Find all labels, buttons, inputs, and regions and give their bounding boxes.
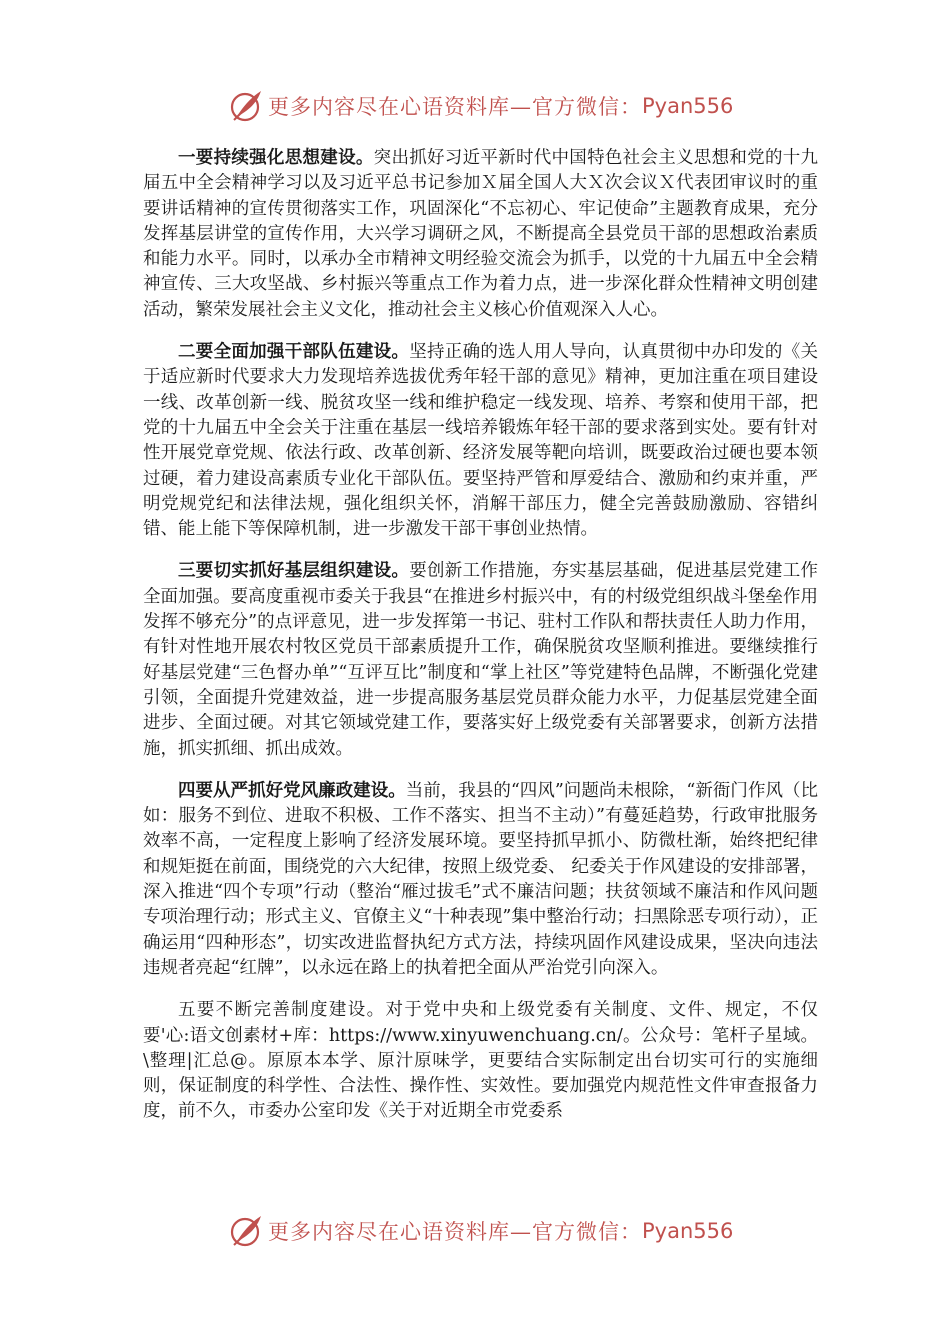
paragraph-heading: 三要切实抓好基层组织建设。 bbox=[178, 561, 410, 582]
watermark-text: 更多内容尽在心语资料库—官方微信： bbox=[268, 95, 642, 119]
paragraph-3 bbox=[143, 559, 818, 761]
watermark-wechat-id: Pyan556 bbox=[642, 1219, 734, 1243]
paragraph-text: 五要不断完善制度建设。对于党中央和上级党委有关制度、文件、规定，不仅要'心:语文创素材+库：https://www.xinyuwenchuang.cn/。公众号：笔杆子星域。\整理|汇总@。原原本本学、原汁原味学，更要结合实际制定出台切实可行的实施细则，保证制度的科学性、合法性、操作性、实效性。要加强党内规范性文件审查报备力度，前不久，市委办公室印发《关于对近期全市党委系 bbox=[143, 1000, 818, 1122]
paragraph-text: 突出抓好习近平新时代中国特色社会主义思想和党的十九届五中全会精神学习以及习近平总书记参加Ｘ届全国人大Ｘ次会议Ｘ代表团审议时的重要讲话精神的宣传贯彻落实工作，巩固深化“不忘初心、牢记使命”主题教育成果，充分发挥基层讲堂的宣传作用，大兴学习调研之风，不断提高全县党员干部的思想政治素质和能力水平。同时，以承办全市精神文明经验交流会为抓手，以党的十九届五中全会精神宣传、三大攻坚战、乡村振兴等重点工作为着力点，进一步深化群众性精神文明创建活动，繁荣发展社会主义文化，推动社会主义核心价值观深入人心。 bbox=[143, 148, 819, 320]
watermark-text: 更多内容尽在心语资料库—官方微信： bbox=[268, 1220, 642, 1244]
paragraph-text: 要创新工作措施，夯实基层基础，促进基层党建工作全面加强。要高度重视市委关于我县“在推进乡村振兴中，有的村级党组织战斗堡垒作用发挥不够充分”的点评意见，进一步发挥第一书记、驻村工作队和帮扶责任人助力作用，有针对性地开展农村牧区党员干部素质提升工作，确保脱贫攻坚顺利推进。要继续推行好基层党建“三色督办单”“互评互比”制度和“掌上社区”等党建特色品牌，不断强化党建引领，全面提升党建效益，进一步提高服务基层党员群众能力水平，力促基层党建全面进步、全面过硬。对其它领域党建工作，要落实好上级党委有关部署要求，创新方法措施，抓实抓细、抓出成效。 bbox=[143, 561, 819, 759]
paragraph-4 bbox=[143, 779, 818, 981]
paragraph-text: 当前，我县的“四风”问题尚未根除，“新衙门作风（比如：服务不到位、进取不积极、工作不落实、担当不主动）”有蔓延趋势，行政审批服务效率不高，一定程度上影响了经济发展环境。要坚持抓早抓小、防微杜渐，始终把纪律和规矩挺在前面，围绕党的六大纪律，按照上级党委、 纪委关于作风建设的安排部署，深入推进“四个专项”行动（整治“雁过拔毛”式不廉洁问题；扶贫领域不廉洁和作风问题专项治理行动；形式主义、官僚主义“十种表现”集中整治行动；扫黑除恶专项行动），正确运用“四种形态”，切实改进监督执纪方式方法，持续巩固作风建设成果，坚决向违法违规者亮起“红牌”，以永远在路上的执着把全面从严治党引向深入。 bbox=[143, 780, 818, 978]
document-body bbox=[143, 146, 818, 1142]
watermark-wechat-id: Pyan556 bbox=[642, 94, 734, 118]
watermark-footer bbox=[228, 1211, 733, 1251]
watermark-header bbox=[228, 86, 733, 126]
paragraph-heading: 四要从严抓好党风廉政建设。 bbox=[178, 780, 406, 801]
paragraph-heading: 二要全面加强干部队伍建设。 bbox=[178, 342, 410, 363]
paragraph-heading: 一要持续强化思想建设。 bbox=[178, 148, 374, 168]
paragraph-2 bbox=[143, 340, 818, 542]
paragraph-text: 坚持正确的选人用人导向，认真贯彻中办印发的《关于适应新时代要求大力发现培养选拔优秀年轻干部的意见》精神，更加注重在项目建设一线、改革创新一线、脱贫攻坚一线和维护稳定一线发现、培养、考察和使用干部，把党的十九届五中全会关于注重在基层一线培养锻炼年轻干部的要求落到实处。要有针对性开展党章党规、依法行政、改革创新、经济发展等靶向培训，既要政治过硬也要本领过硬，着力建设高素质专业化干部队伍。要坚持严管和厚爱结合、激励和约束并重，严明党规党纪和法律法规，强化组织关怀，消解干部压力，健全完善鼓励激励、容错纠错、能上能下等保障机制，进一步激发干部干事创业热情。 bbox=[143, 342, 819, 540]
paragraph-1 bbox=[143, 146, 818, 323]
quill-logo-icon bbox=[228, 1213, 264, 1249]
paragraph-5 bbox=[143, 998, 818, 1124]
quill-logo-icon bbox=[228, 88, 264, 124]
